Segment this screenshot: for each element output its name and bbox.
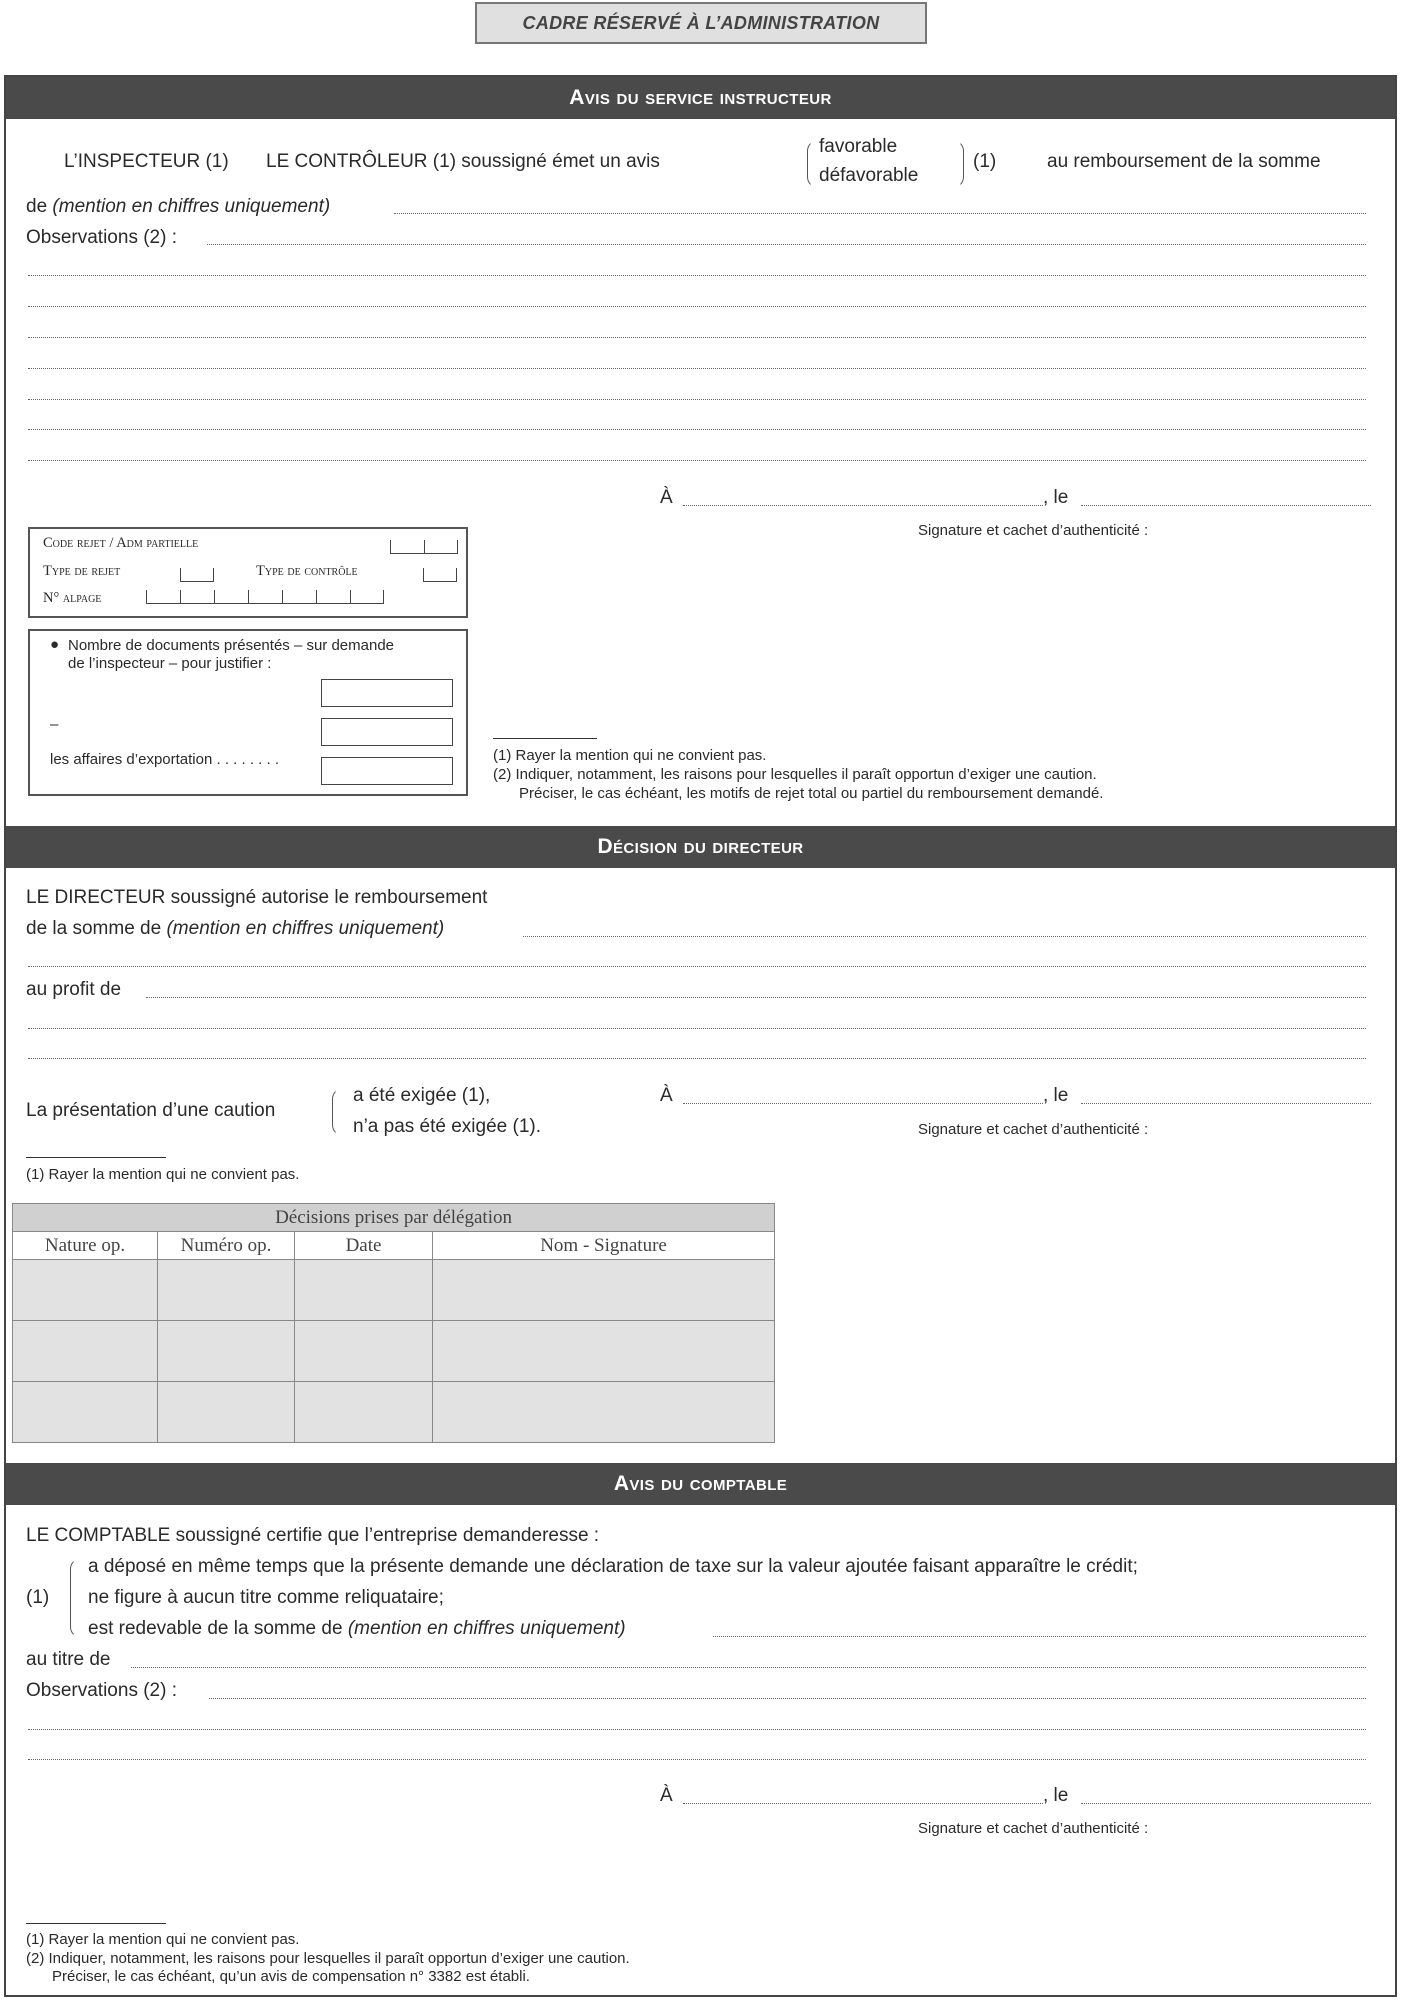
section-header-decision-directeur: Décision du directeur [6,826,1395,868]
date-field[interactable] [1081,1103,1371,1104]
somme-directeur-field-line[interactable] [28,966,1366,967]
column-header: Date [295,1232,433,1260]
option-favorable[interactable]: favorable [819,136,898,157]
documents-count-box[interactable] [321,757,453,785]
alpage-cells[interactable] [146,590,384,604]
delegation-table-title: Décisions prises par délégation [13,1204,775,1232]
footnote-ref: (1) [973,151,997,172]
option-declaration-deposee[interactable]: a déposé en même temps que la présente demande une déclaration de taxe sur la valeur ajoutée faisant apparaître le crédit; [88,1556,1138,1577]
table-cell[interactable] [158,1260,295,1321]
table-cell[interactable] [433,1382,775,1443]
footnote-rule [26,1157,166,1158]
somme-directeur-label: de la somme de (mention en chiffres uniquement) [26,918,445,939]
titre-label: au titre de [26,1649,111,1670]
section-header-service-instructeur: Avis du service instructeur [6,77,1395,119]
alpage-label: N° alpage [43,590,102,606]
table-cell[interactable] [433,1260,775,1321]
option-non-exigee[interactable]: n’a pas été exigée (1). [353,1116,542,1137]
table-cell[interactable] [295,1260,433,1321]
observations-field-line[interactable] [28,337,1366,338]
option-exigee[interactable]: a été exigée (1), [353,1085,491,1106]
documents-count-box[interactable] [321,679,453,707]
option-non-reliquataire[interactable]: ne figure à aucun titre comme reliquataire; [88,1587,444,1608]
table-row [13,1260,775,1321]
right-brace [953,140,964,188]
observations-field-line[interactable] [28,306,1366,307]
footnote-ref: (1) [26,1587,50,1608]
caution-label: La présentation d’une caution [26,1100,276,1121]
profit-field[interactable] [146,997,1366,998]
dash: – [50,716,59,733]
bullet: ● [50,636,60,653]
table-cell[interactable] [13,1321,158,1382]
code-rejet-label: Code rejet / Adm partielle [43,535,199,551]
footnote-2-cont: Préciser, le cas échéant, qu’un avis de compensation n° 3382 est établi. [52,1968,530,1985]
observations-field-line[interactable] [28,460,1366,461]
delegation-table [12,1203,775,1443]
table-cell[interactable] [295,1321,433,1382]
date-field[interactable] [1081,1803,1371,1804]
table-cell[interactable] [295,1382,433,1443]
type-rejet-cells[interactable] [180,568,214,582]
column-header: Numéro op. [158,1232,295,1260]
footnote-1: (1) Rayer la mention qui ne convient pas. [26,1931,300,1948]
place-field[interactable] [683,505,1043,506]
observations-field-line[interactable] [28,1759,1366,1760]
section-header-avis-comptable: Avis du comptable [6,1463,1395,1505]
place-label: À [660,1085,673,1106]
left-brace [332,1088,343,1136]
directeur-label: LE DIRECTEUR soussigné autorise le remboursement [26,887,488,908]
type-controle-cells[interactable] [423,568,457,582]
left-brace [807,140,818,188]
observations-label: Observations (2) : [26,227,177,248]
footnote-2: (2) Indiquer, notamment, les raisons pour lesquelles il paraît opportun d’exiger une caution. [493,766,1097,783]
signature-label: Signature et cachet d’authenticité : [918,522,1149,539]
observations-field-line[interactable] [28,1729,1366,1730]
date-label: , le [1043,487,1069,508]
footnote-2: (2) Indiquer, notamment, les raisons pour lesquelles il paraît opportun d’exiger une caution. [26,1950,630,1967]
footnote-1: (1) Rayer la mention qui ne convient pas. [26,1166,300,1183]
somme-directeur-field[interactable] [523,936,1366,937]
profit-field-line[interactable] [28,1028,1366,1029]
documents-label: Nombre de documents présentés – sur demande [68,637,395,654]
controleur-label[interactable]: LE CONTRÔLEUR (1) soussigné émet un avis [266,151,660,172]
signature-label: Signature et cachet d’authenticité : [918,1820,1149,1837]
table-cell[interactable] [13,1382,158,1443]
type-rejet-label: Type de rejet [43,563,121,579]
signature-label: Signature et cachet d’authenticité : [918,1121,1149,1138]
admin-reserved-header: CADRE RÉSERVÉ À L’ADMINISTRATION [475,2,927,44]
column-header: Nom - Signature [433,1232,775,1260]
table-cell[interactable] [158,1321,295,1382]
somme-field[interactable] [394,213,1366,214]
code-rejet-cells[interactable] [390,540,458,554]
observations-field-line[interactable] [209,1698,1366,1699]
table-cell[interactable] [13,1260,158,1321]
footnote-rule [493,738,597,739]
option-defavorable[interactable]: défavorable [819,165,919,186]
place-field[interactable] [683,1803,1043,1804]
observations-field-line[interactable] [28,429,1366,430]
documents-count-box[interactable] [321,718,453,746]
place-label: À [660,1785,673,1806]
observations-field-line[interactable] [28,275,1366,276]
table-row [13,1382,775,1443]
place-label: À [660,487,673,508]
left-brace [70,1558,81,1638]
somme-label: de (mention en chiffres uniquement) [26,196,331,217]
date-field[interactable] [1081,505,1371,506]
footnote-2-cont: Préciser, le cas échéant, les motifs de rejet total ou partiel du remboursement demandé. [519,785,1104,802]
observations-field-line[interactable] [28,368,1366,369]
observations-field-line[interactable] [28,399,1366,400]
profit-field-line[interactable] [28,1058,1366,1059]
profit-label: au profit de [26,979,122,1000]
date-label: , le [1043,1785,1069,1806]
titre-field[interactable] [131,1667,1366,1668]
place-field[interactable] [683,1103,1043,1104]
redevable-field[interactable] [713,1636,1366,1637]
observations-label: Observations (2) : [26,1680,177,1701]
footnote-rule [26,1923,166,1924]
documents-label-cont: de l’inspecteur – pour justifier : [68,655,272,672]
remboursement-label: au remboursement de la somme [1047,151,1321,172]
table-cell[interactable] [158,1382,295,1443]
type-controle-label: Type de contrôle [256,563,358,579]
comptable-label: LE COMPTABLE soussigné certifie que l’entreprise demanderesse : [26,1525,600,1546]
inspecteur-label[interactable]: L’INSPECTEUR (1) [64,151,229,172]
date-label: , le [1043,1085,1069,1106]
table-cell[interactable] [433,1321,775,1382]
table-row [13,1321,775,1382]
form-frame [4,75,1397,1997]
column-header: Nature op. [13,1232,158,1260]
observations-field-line[interactable] [207,244,1366,245]
option-redevable[interactable]: est redevable de la somme de (mention en chiffres uniquement) [88,1618,626,1639]
exportation-label: les affaires d’exportation . . . . . . . . [50,751,279,768]
footnote-1: (1) Rayer la mention qui ne convient pas. [493,747,767,764]
